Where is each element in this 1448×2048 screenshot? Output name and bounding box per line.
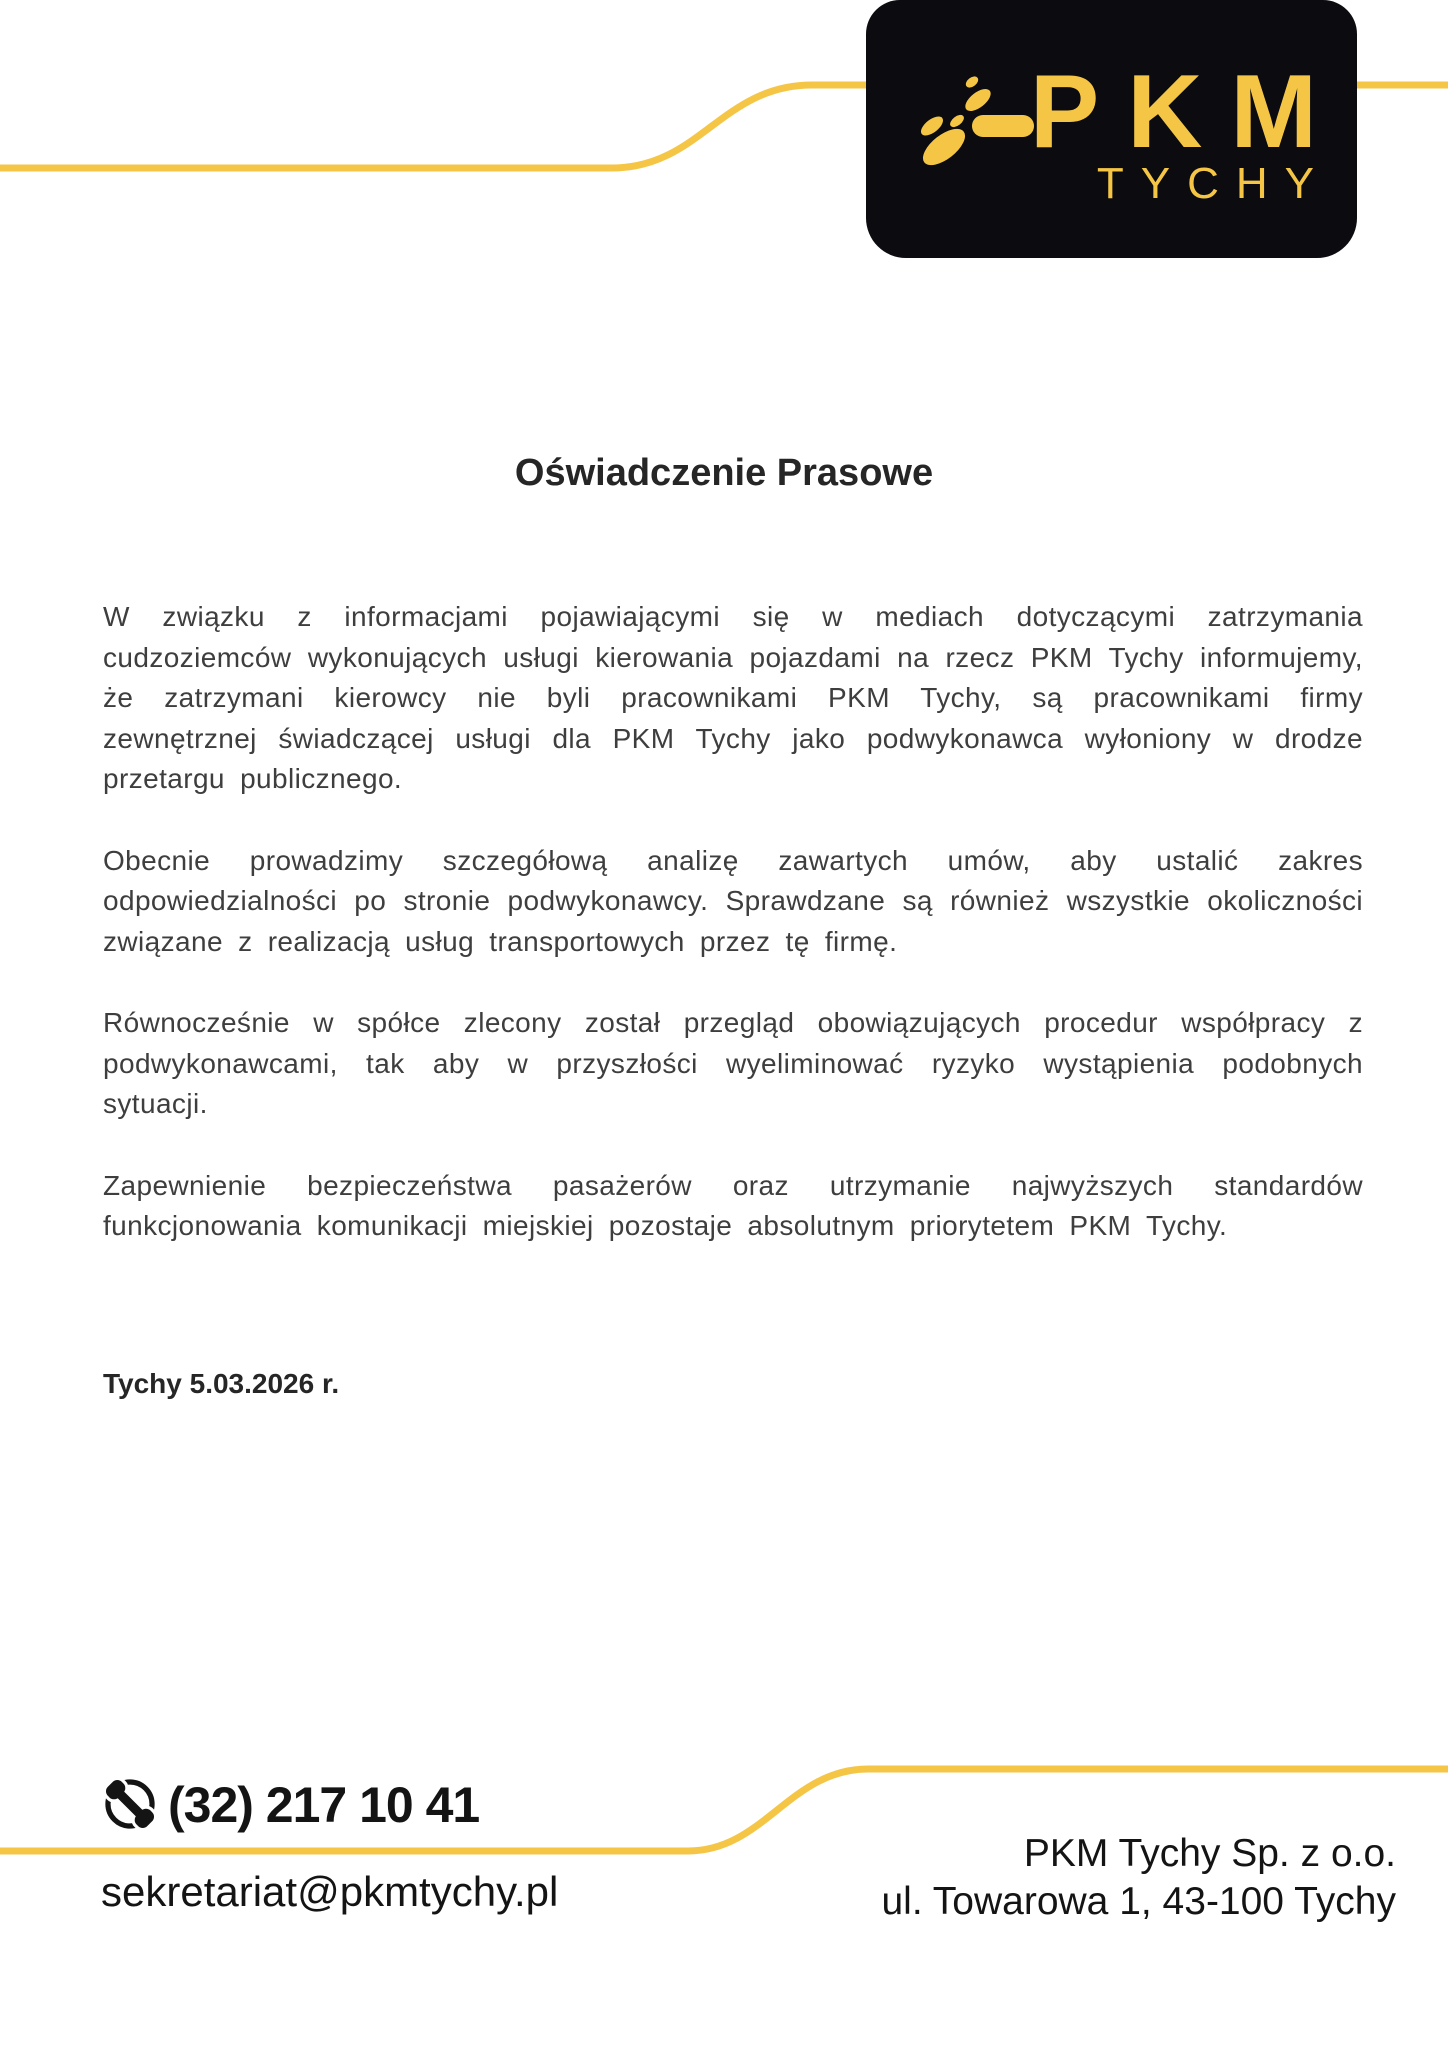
paragraph-2: Obecnie prowadzimy szczegółową analizę zawartych umów, aby ustalić zakres odpowiedzialności po stronie podwykonawcy. Sprawdzane są również wszystkie okoliczności związane z realizacją usług transportowych przez tę firmę.	[103, 844, 1363, 957]
logo-city-text: TYCHY	[1096, 159, 1331, 208]
company-name: PKM Tychy Sp. z o.o.	[1023, 1832, 1396, 1875]
pkm-logo	[866, 0, 1357, 258]
phone-number: (32) 217 10 41	[168, 1777, 480, 1833]
date-line: Tychy 5.03.2026 r.	[103, 1368, 340, 1399]
phone-icon	[101, 1774, 159, 1834]
press-release-body	[103, 597, 1363, 1288]
company-address: ul. Towarowa 1, 43-100 Tychy	[881, 1880, 1396, 1923]
logo-brand-text: PKM	[1029, 54, 1345, 170]
paragraph-1: W związku z informacjami pojawiającymi się w mediach dotyczącymi zatrzymania cudzoziemców wykonujących usługi kierowania pojazdami na rzecz PKM Tychy informujemy, że zatrzymani kierowcy nie byli pracownikami PKM Tychy, są pracownikami firmy zewnętrznej świadczącej usługi dla PKM Tychy jako podwykonawca wyłoniony w drodze przetargu publicznego.	[103, 601, 1363, 794]
paragraph-3: Równocześnie w spółce zlecony został przegląd obowiązujących procedur współpracy z podwykonawcami, tak aby w przyszłości wyeliminować ryzyko wystąpienia podobnych sytuacji.	[103, 1007, 1363, 1119]
page-title: Oświadczenie Prasowe	[514, 452, 934, 494]
email-address: sekretariat@pkmtychy.pl	[101, 1868, 559, 1915]
top-left-swoosh-line	[0, 85, 880, 168]
company-info	[881, 1830, 1396, 1926]
paragraph-4: Zapewnienie bezpieczeństwa pasażerów oraz utrzymanie najwyższych standardów funkcjonowania komunikacji miejskiej pozostaje absolutnym priorytetem PKM Tychy.	[103, 1169, 1363, 1241]
